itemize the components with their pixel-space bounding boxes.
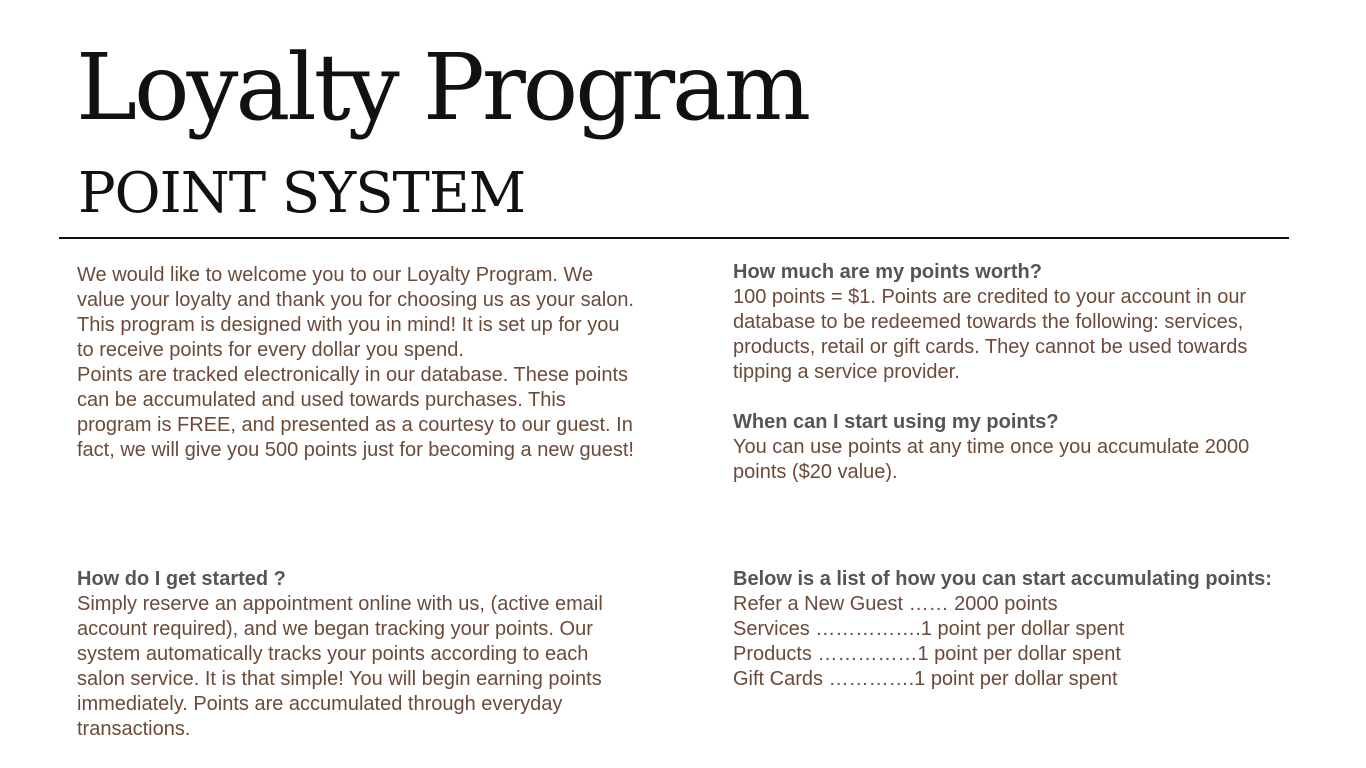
points-worth-answer: 100 points = $1. Points are credited to your account in our database to be redeemed towards the following: services, products, retail or gift cards. They cannot be used towards tipping a service provider. xyxy=(733,286,1248,383)
page-title: Loyalty Program xyxy=(76,34,809,141)
accumulate-item-services: Services …………….1 point per dollar spent xyxy=(733,618,1125,640)
accumulate-heading: Below is a list of how you can start accumulating points: xyxy=(733,568,1272,590)
get-started-answer: Simply reserve an appointment online with us, (active email account required), and we began tracking your points. Our system automatically tracks your points according to each salon service. It is that simple! You will begin earning points immediately. Points are accumulated through everyday transactions. xyxy=(77,593,603,740)
page-subtitle: POINT SYSTEM xyxy=(78,161,526,226)
points-worth-question: How much are my points worth? xyxy=(733,261,1042,283)
get-started-section xyxy=(77,567,637,742)
accumulate-item-products: Products ……………1 point per dollar spent xyxy=(733,643,1121,665)
section-spacer xyxy=(733,385,1278,410)
intro-paragraph-points: Points are tracked electronically in our database. These points can be accumulated and used towards purchases. This program is FREE, and presented as a courtesy to our guest. In fact, we will give you 500 points just for becoming a new guest! xyxy=(77,364,634,461)
accumulate-item-gift-cards: Gift Cards ………….1 point per dollar spent xyxy=(733,668,1118,690)
intro-paragraph-welcome: We would like to welcome you to our Loyalty Program. We value your loyalty and thank you for choosing us as your salon. This program is designed with you in mind! It is set up for you to receive points for every dollar you spend. xyxy=(77,264,634,361)
get-started-question: How do I get started ? xyxy=(77,568,286,590)
accumulate-item-referral: Refer a New Guest …… 2000 points xyxy=(733,593,1058,615)
when-use-answer: You can use points at any time once you accumulate 2000 points ($20 value). xyxy=(733,436,1250,483)
header-divider xyxy=(59,237,1289,239)
when-use-question: When can I start using my points? xyxy=(733,411,1059,433)
intro-section xyxy=(77,263,637,463)
points-worth-section xyxy=(733,260,1278,485)
accumulate-section xyxy=(733,567,1278,692)
